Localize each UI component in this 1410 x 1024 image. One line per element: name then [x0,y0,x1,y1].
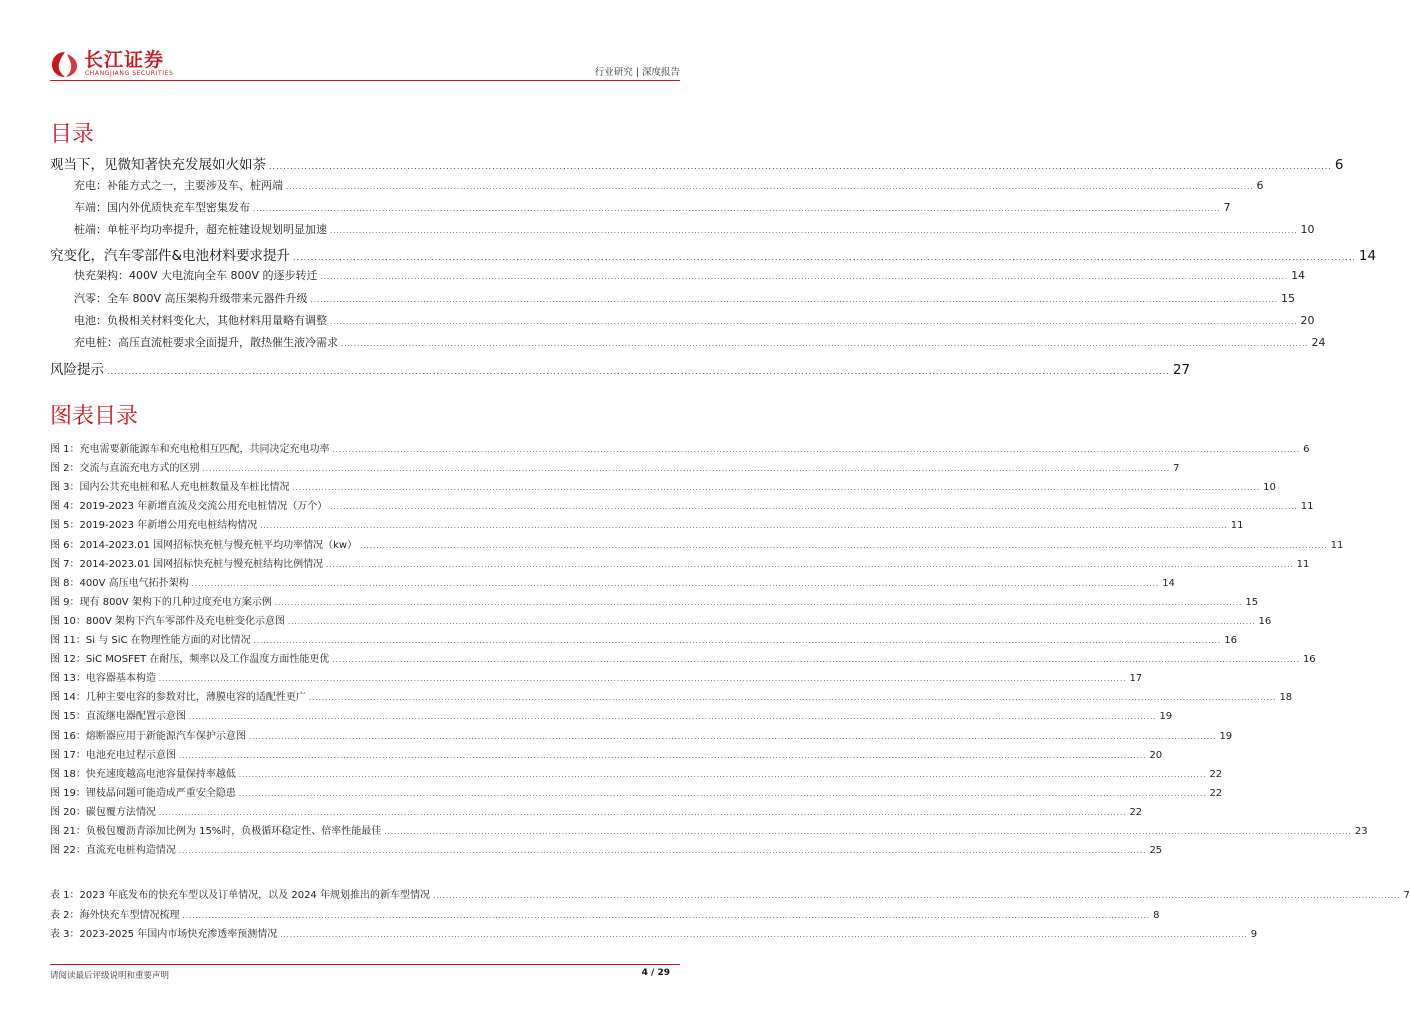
toc-entry-title: 风险提示 [50,362,104,378]
figure-entry[interactable] [50,631,1237,649]
footer-divider [50,964,680,965]
toc-entry[interactable] [50,153,1344,173]
figure-entry-page: 16 [1302,654,1316,666]
figure-entry-page: 18 [1279,692,1293,704]
leader-dots: ............................................................................................................................................................................................................................................................................................................ [341,340,1309,348]
toc-entry-title: 究变化，汽车零部件&电池材料要求提升 [50,248,291,264]
toc-entry-title: 车端：国内外优质快充车型密集发布 [74,201,250,214]
toc-entry-page: 14 [1291,269,1306,282]
figure-entry[interactable] [50,593,1259,611]
figure-entry-title: 图 11：Si 与 SiC 在物理性能方面的对比情况 [50,635,251,646]
toc-entry-page: 10 [1300,223,1315,236]
figure-entry-page: 25 [1149,845,1163,857]
figure-entry-page: 20 [1149,749,1163,761]
figure-entry[interactable] [50,497,1314,515]
figure-entry-title: 图 15：直流继电器配置示意图 [50,711,186,723]
toc-entry[interactable] [50,358,1191,378]
figure-entry-title: 图 19：锂枝晶问题可能造成严重安全隐患 [50,787,236,799]
figure-entry[interactable] [50,784,1223,802]
figure-entry-title: 图 18：快充速度越高电池容量保持率越低 [50,768,236,780]
figure-entry-page: 16 [1258,615,1272,627]
leader-dots: ............................................................................................................................................................................................................................................................................................................ [332,656,1300,665]
figure-entry[interactable] [50,822,1368,840]
figure-entry-title: 图 9：现有 800V 架构下的几种过度充电方案示例 [50,596,272,608]
figure-entry[interactable] [50,650,1316,668]
leader-dots: ............................................................................................................................................................................................................................................................................................................ [158,808,1127,817]
figure-entry[interactable] [50,727,1233,745]
figure-entry-title: 图 4：2019-2023 年新增直流及交流公用充电桩情况（万个） [50,501,328,513]
figure-entry[interactable] [50,459,1180,477]
figure-entry[interactable] [50,746,1163,764]
toc-entry[interactable] [74,199,1231,219]
leader-dots: ............................................................................................................................................................................................................................................................................................................ [286,183,1254,191]
figure-entry[interactable] [50,555,1310,573]
figure-entry-title: 图 13：电容器基本构造 [50,673,156,685]
figure-entry[interactable] [50,765,1223,783]
toc-entry[interactable] [74,312,1315,332]
figure-entry-title: 图 20：碳包覆方法情况 [50,806,156,818]
figure-entry-page: 22 [1129,806,1143,818]
figure-entry-title: 图 8：400V 高压电气拓扑架构 [50,577,189,589]
figure-entry[interactable] [50,841,1163,859]
figure-entry-page: 11 [1230,520,1244,532]
leader-dots: ............................................................................................................................................................................................................................................................................................................ [191,579,1160,588]
figure-entry[interactable] [50,574,1175,592]
figure-entry[interactable] [50,536,1344,554]
toc-entry-title: 充电桩：高压直流桩要求全面提升，散热催生液冷需求 [74,336,338,349]
figure-entry-page: 11 [1330,539,1344,551]
toc-entry-page: 7 [1223,201,1231,214]
toc-entry[interactable] [74,267,1306,287]
toc-entry-page: 20 [1300,314,1315,327]
leader-dots: ............................................................................................................................................................................................................................................................................................................ [248,732,1217,741]
leader-dots: ............................................................................................................................................................................................................................................................................................................ [326,560,1294,569]
figure-entry-page: 14 [1162,577,1175,589]
figure-entry-page: 15 [1245,596,1259,608]
toc-entry-title: 电池：负极相关材料变化大，其他材料用量略有调整 [74,314,327,327]
figure-entry-title: 图 10：800V 架构下汽车零部件及充电桩变化示意图 [50,615,286,627]
logo-text-en: CHANGJIANG SECURITIES [85,70,174,77]
leader-dots: ............................................................................................................................................................................................................................................................................................................ [178,847,1147,856]
report-category: 行业研究 | 深度报告 [594,67,680,78]
leader-dots: ............................................................................................................................................................................................................................................................................................................ [332,446,1301,454]
leader-dots: ............................................................................................................................................................................................................................................................................................................ [253,205,1221,213]
company-logo [50,48,200,82]
table-entry-title: 表 2：海外快充车型情况梳理 [50,909,180,921]
leader-dots: ............................................................................................................................................................................................................................................................................................................ [432,892,1401,900]
toc-entry[interactable] [74,290,1296,310]
figure-entry-title: 图 3：国内公共充电桩和私人充电桩数量及车桩比情况 [50,482,290,494]
figure-entry[interactable] [50,516,1244,534]
table-entry-page: 7 [1403,890,1410,901]
table-entry-page: 9 [1250,929,1258,940]
figure-entry-page: 10 [1263,482,1276,494]
figure-entry-page: 23 [1354,826,1368,837]
toc-entry-page: 14 [1358,248,1377,264]
leader-dots: ............................................................................................................................................................................................................................................................................................................ [158,675,1127,684]
figure-entry[interactable] [50,688,1293,706]
figure-entry-page: 11 [1300,501,1314,513]
page-header [50,48,680,88]
footer-disclaimer: 请阅读最后评级说明和重要声明 [50,971,170,981]
page-number: 4 / 29 [641,968,670,978]
leader-dots: ............................................................................................................................................................................................................................................................................................................ [253,637,1222,645]
figure-entry-title: 图 5：2019-2023 年新增公用充电桩结构情况 [50,520,258,532]
toc-entry-title: 汽零：全车 800V 高压架构升级带来元器件升级 [74,292,308,305]
toc-title: 目录 [50,122,95,147]
table-entry[interactable] [50,925,1258,943]
figure-entry-title: 图 12：SiC MOSFET 在耐压，频率以及工作温度方面性能更优 [50,654,330,666]
figure-entry-page: 7 [1173,463,1180,475]
figure-entry-title: 图 17：电池充电过程示意图 [50,749,176,761]
table-entry[interactable] [50,906,1160,924]
figure-entry-page: 22 [1209,768,1223,780]
figure-entry[interactable] [50,669,1143,687]
figure-entry-page: 16 [1224,635,1237,646]
toc-entry-title: 充电：补能方式之一，主要涉及车、桩两端 [74,179,283,192]
logo-text-cn: 长江证券 [84,49,165,71]
toc-entry-page: 6 [1256,179,1264,192]
toc-entry-page: 24 [1311,336,1326,349]
toc-entry-title: 观当下，见微知著快充发展如火如荼 [50,157,266,173]
figure-entry-page: 19 [1219,730,1233,742]
toc-entry-title: 桩端：单桩平均功率提升，超充桩建设规划明显加速 [74,223,327,236]
toc-entry-page: 27 [1172,362,1191,378]
figure-entry-title: 图 6：2014-2023.01 国网招标快充桩与慢充桩平均功率情况（kw） [50,539,358,551]
table-entry[interactable] [50,886,1410,904]
leader-dots: ............................................................................................................................................................................................................................................................................................................ [384,828,1352,836]
leader-dots: ............................................................................................................................................................................................................................................................................................................ [308,694,1277,703]
figure-entry-page: 17 [1129,673,1143,685]
leader-dots: ............................................................................................................................................................................................................................................................................................................ [330,318,1298,326]
leader-dots: ............................................................................................................................................................................................................................................................................................................ [238,770,1207,779]
figure-entry[interactable] [50,478,1276,496]
figure-entry-title: 图 1：充电需要新能源车和充电枪相互匹配，共同决定充电功率 [50,444,330,455]
toc-entry[interactable] [74,221,1315,241]
leader-dots: ............................................................................................................................................................................................................................................................................................................ [274,598,1243,607]
leader-dots: ............................................................................................................................................................................................................................................................................................................ [182,911,1151,920]
leader-dots: ............................................................................................................................................................................................................................................................................................................ [202,465,1171,474]
toc-entry[interactable] [74,177,1264,197]
leader-dots: ............................................................................................................................................................................................................................................................................................................ [260,522,1228,531]
figure-entry-title: 图 21：负极包覆沥青添加比例为 15%时，负极循环稳定性、倍率性能最佳 [50,826,382,837]
header-divider [50,80,680,81]
figure-entry-page: 11 [1296,558,1310,570]
leader-dots: ............................................................................................................................................................................................................................................................................................................ [188,713,1157,722]
logo-mark-icon [50,50,80,78]
leader-dots: ............................................................................................................................................................................................................................................................................................................ [280,931,1248,939]
leader-dots: ............................................................................................................................................................................................................................................................................................................ [238,789,1207,798]
figure-entry-page: 22 [1209,787,1223,799]
toc-entry-title: 快充架构：400V 大电流向全车 800V 的逐步转迁 [74,269,318,282]
toc-entry[interactable] [50,244,1377,264]
leader-dots: ............................................................................................................................................................................................................................................................................................................ [269,162,1332,171]
figure-entry-title: 图 14：几种主要电容的参数对比，薄膜电容的适配性更广 [50,692,306,704]
toc-entry[interactable] [74,334,1326,354]
toc-entry-page: 6 [1334,157,1344,173]
table-entry-page: 8 [1153,909,1160,921]
leader-dots: ............................................................................................................................................................................................................................................................................................................ [107,367,1170,376]
leader-dots: ............................................................................................................................................................................................................................................................................................................ [330,503,1298,512]
leader-dots: ............................................................................................................................................................................................................................................................................................................ [330,227,1298,235]
leader-dots: ............................................................................................................................................................................................................................................................................................................ [288,617,1256,626]
leader-dots: ............................................................................................................................................................................................................................................................................................................ [320,273,1289,281]
table-entry-title: 表 1：2023 年底发布的快充车型以及订单情况，以及 2024 年规划推出的新车型情况 [50,890,430,901]
figure-entry-title: 图 2：交流与直流充电方式的区别 [50,463,200,475]
figure-entry[interactable] [50,440,1310,458]
leader-dots: ............................................................................................................................................................................................................................................................................................................ [310,296,1279,304]
figure-entry[interactable] [50,707,1173,725]
figure-entry-page: 6 [1303,444,1310,455]
leader-dots: ............................................................................................................................................................................................................................................................................................................ [292,484,1261,493]
figure-entry-page: 19 [1159,711,1173,723]
leader-dots: ............................................................................................................................................................................................................................................................................................................ [178,751,1147,760]
figure-entry[interactable] [50,803,1143,821]
leader-dots: ............................................................................................................................................................................................................................................................................................................ [360,541,1328,550]
leader-dots: ............................................................................................................................................................................................................................................................................................................ [293,253,1356,262]
figure-entry[interactable] [50,612,1272,630]
table-entry-title: 表 3：2023-2025 年国内市场快充渗透率预测情况 [50,929,278,940]
figure-list-title: 图表目录 [50,404,139,429]
figure-entry-title: 图 7：2014-2023.01 国网招标快充桩与慢充桩结构比例情况 [50,558,324,570]
figure-entry-title: 图 22：直流充电桩构造情况 [50,845,176,857]
toc-entry-page: 15 [1281,292,1296,305]
figure-entry-title: 图 16：熔断器应用于新能源汽车保护示意图 [50,730,246,742]
